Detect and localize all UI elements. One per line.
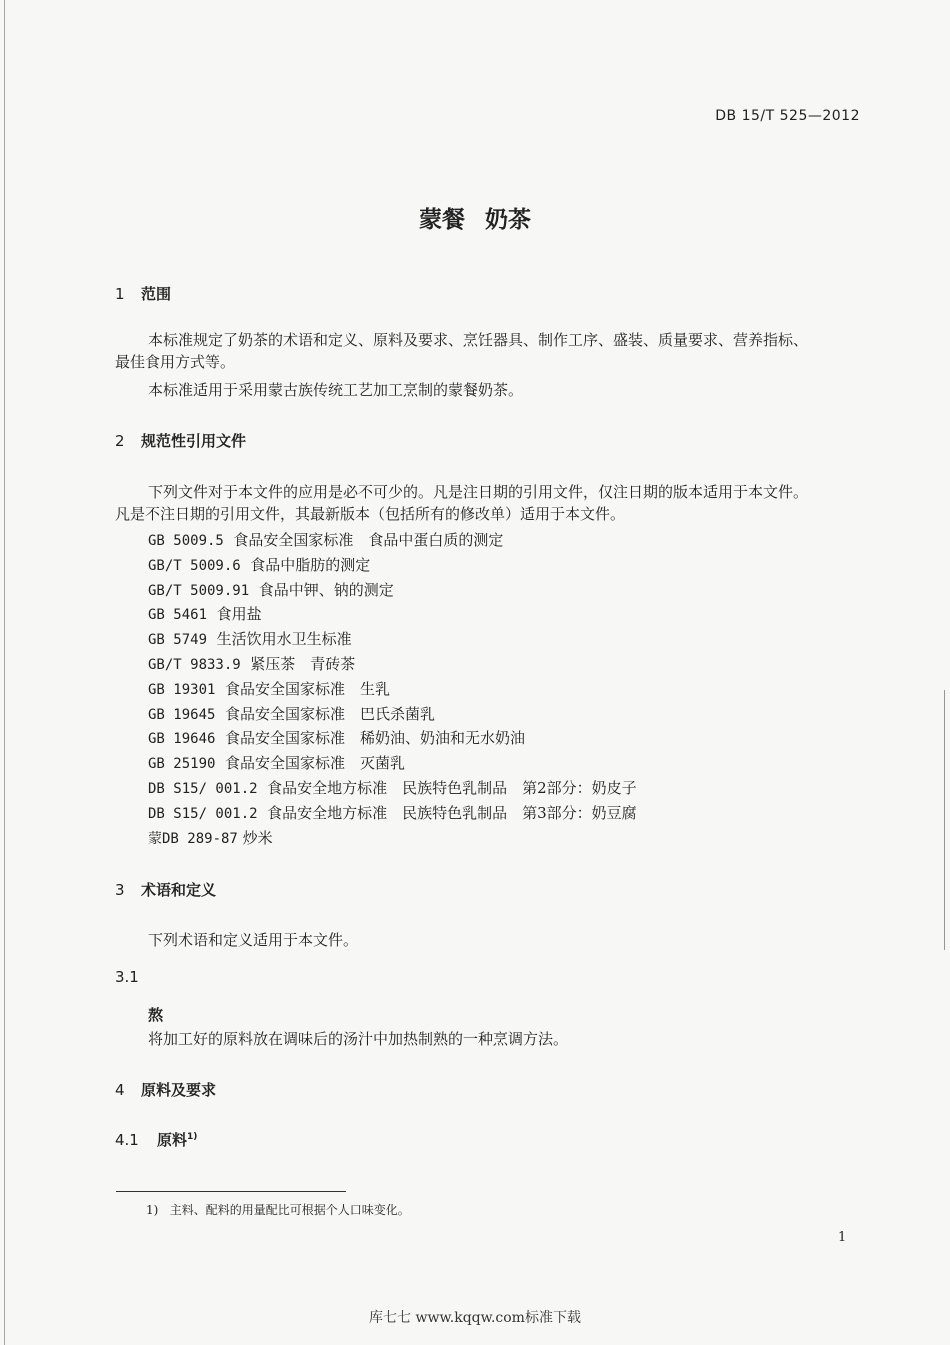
section-heading-materials <box>115 1079 216 1100</box>
reference-code: GB/T 5009.6 <box>148 557 241 574</box>
footnote-reference: 1) <box>187 1132 198 1142</box>
reference-name: 食品中钾、钠的测定 <box>258 580 394 599</box>
reference-item <box>148 578 637 603</box>
reference-code: GB 5461 <box>148 607 208 624</box>
reference-code: DB S15/ 001.2 <box>148 805 258 822</box>
terms-intro: 下列术语和定义适用于本文件。 <box>148 931 359 949</box>
reference-code: GB 5009.5 <box>148 533 224 549</box>
reference-code: GB/T 5009.91 <box>148 582 250 599</box>
term-definition: 将加工好的原料放在调味后的汤汁中加热制熟的一种烹调方法。 <box>148 1030 569 1048</box>
title-part-2: 奶茶 <box>485 207 531 233</box>
reference-name: 食品安全地方标准 民族特色乳制品 第3部分：奶豆腐 <box>267 803 637 822</box>
section-heading-scope <box>115 283 171 304</box>
reference-code: GB/T 9833.9 <box>148 656 241 673</box>
reference-list <box>148 528 637 850</box>
section-title: 术语和定义 <box>141 881 217 899</box>
scan-edge-right <box>944 690 945 950</box>
reference-item <box>148 801 637 826</box>
scope-paragraph-1 <box>115 329 875 373</box>
reference-name: 紧压茶 青砖茶 <box>250 654 356 673</box>
normative-intro <box>115 481 875 525</box>
reference-name: 食品安全国家标准 食品中蛋白质的测定 <box>233 531 504 549</box>
subsection-number: 4.1 <box>115 1131 139 1149</box>
subsection-title: 原料 <box>157 1131 188 1149</box>
footnote-text: 主料、配料的用量配比可根据个人口味变化。 <box>169 1203 410 1217</box>
reference-item <box>148 776 637 801</box>
reference-item <box>148 726 637 751</box>
reference-code: GB 5749 <box>148 632 208 649</box>
reference-item <box>148 677 637 702</box>
section-number: 1 <box>115 285 125 303</box>
reference-name: 食品安全国家标准 稀奶油、奶油和无水奶油 <box>224 729 525 748</box>
reference-name: 生活饮用水卫生标准 <box>216 630 352 649</box>
reference-name: 炒米 <box>242 828 273 847</box>
reference-name: 食品安全国家标准 生乳 <box>224 679 390 698</box>
term-number: 3.1 <box>115 968 139 986</box>
text-line: 最佳食用方式等。 <box>115 353 236 371</box>
page-number: 1 <box>838 1230 847 1245</box>
subsection-heading-materials <box>115 1129 197 1150</box>
standard-code: DB 15/T 525—2012 <box>715 108 860 124</box>
reference-item <box>148 751 637 776</box>
section-number: 3 <box>115 881 125 899</box>
section-number: 4 <box>115 1081 125 1099</box>
reference-item <box>148 826 637 851</box>
reference-code: GB 19301 <box>148 681 216 698</box>
reference-code: DB S15/ 001.2 <box>148 780 258 797</box>
reference-code: GB 19646 <box>148 731 216 748</box>
reference-code: GB 19645 <box>148 706 216 723</box>
reference-name: 食用盐 <box>216 605 262 624</box>
reference-name: 食品中脂肪的测定 <box>250 555 371 574</box>
text-line: 凡是不注日期的引用文件，其最新版本（包括所有的修改单）适用于本文件。 <box>115 505 626 523</box>
watermark-text: 库七七 www.kqqw.com标准下载 <box>369 1310 581 1326</box>
reference-item <box>148 652 637 677</box>
section-heading-terms <box>115 879 216 900</box>
reference-name: 食品安全地方标准 民族特色乳制品 第2部分：奶皮子 <box>267 778 637 797</box>
reference-item <box>148 553 637 578</box>
footnote-separator <box>116 1191 346 1192</box>
section-number: 2 <box>115 432 125 450</box>
section-title: 规范性引用文件 <box>141 432 247 450</box>
document-title <box>0 201 950 234</box>
reference-item <box>148 627 637 652</box>
reference-item <box>148 528 637 553</box>
reference-name: 食品安全国家标准 巴氏杀菌乳 <box>224 704 435 723</box>
text-line: 下列文件对于本文件的应用是必不可少的。凡是注日期的引用文件，仅注日期的版本适用于本文件。 <box>148 483 809 501</box>
footnote <box>146 1201 410 1218</box>
title-part-1: 蒙餐 <box>419 207 465 233</box>
term-name: 熬 <box>148 1006 164 1024</box>
reference-name: 食品安全国家标准 灭菌乳 <box>224 754 405 773</box>
section-title: 原料及要求 <box>141 1081 217 1099</box>
scope-paragraph-2: 本标准适用于采用蒙古族传统工艺加工烹制的蒙餐奶茶。 <box>148 381 524 399</box>
reference-code: 蒙DB 289-87 <box>148 830 238 847</box>
reference-item <box>148 702 637 727</box>
footnote-mark: 1) <box>146 1203 159 1217</box>
section-title: 范围 <box>141 285 172 303</box>
reference-item <box>148 602 637 627</box>
section-heading-normative <box>115 430 246 451</box>
text-line: 本标准规定了奶茶的术语和定义、原料及要求、烹饪器具、制作工序、盛装、质量要求、营养指标、 <box>148 331 809 349</box>
reference-code: GB 25190 <box>148 756 216 773</box>
